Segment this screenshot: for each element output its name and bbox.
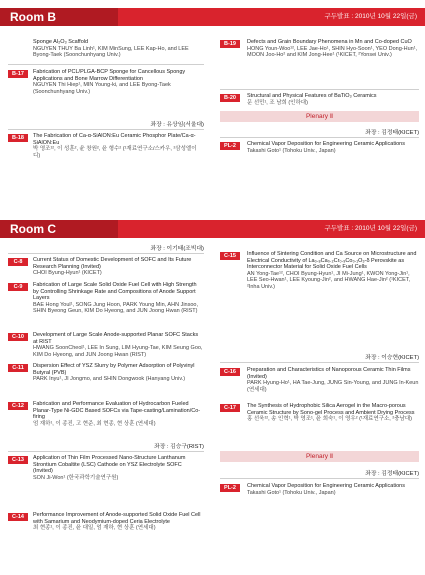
list-item	[247, 367, 419, 393]
entry-title: Performance Improvement of Anode-supported Solid Oxide Fuel Cell with Samarium and Neodymium-doped Ceria Electrolyte	[33, 512, 201, 525]
room-c-title: Room C	[10, 222, 56, 236]
entry-authors: SON Ji-Won¹ (한국과학기술연구원)	[33, 474, 119, 481]
list-item	[33, 39, 203, 59]
entry-authors: Takashi Goto¹ (Tohoku Univ., Japan)	[247, 147, 336, 154]
session-code: C-17	[220, 404, 240, 412]
divider	[8, 64, 204, 65]
chair-label: 좌장 : 이승현(KICET)	[365, 355, 419, 361]
list-item	[247, 93, 419, 106]
divider	[8, 253, 204, 254]
entry-authors: AN Yong-Tae¹², CHOI Byung-Hyun¹, JI Mi-Jung¹, KWON Yong-Jin¹, LEE Seo-Hwan¹, LEE Kyoung-Jin², and HWANG Hae-Jin² (¹KICET, ²Inha Univ.)	[247, 270, 411, 290]
entry-authors: 박 영조¹², 이 성훈², 윤 창원², 윤 형수² (¹재료연구소/스카우, ²삼성엘이디)	[33, 146, 197, 159]
entry-authors: BAE Hong Youl¹, SONG Jung Hoon, PARK Young Min, AHN Jinsoo, SHIN Byeong Geun, KIM Do Hyeong, and JUN Joong Hwan (RIST)	[33, 301, 198, 315]
divider	[8, 129, 204, 130]
entry-title: Fabrication and Performance Evaluation of Hydrocarbon Fueled Planar-Type Ni-GDC Based SOFCs via Tape-casting/Lamination/Co-firing	[33, 401, 201, 421]
list-item	[247, 483, 419, 496]
entry-title: Sponge Al₂O₃ Scaffold	[33, 39, 89, 45]
divider	[220, 478, 419, 479]
list-item	[33, 401, 203, 427]
session-code: C-12	[8, 402, 28, 410]
list-item	[247, 39, 419, 59]
entry-authors: 엄 재하¹, 이 종진, 고 현준, 최 현종, 현 상훈 (연세대)	[33, 420, 156, 427]
session-code: PL-2	[220, 142, 240, 150]
entry-title: Fabrication of Large Scale Solid Oxide Fuel Cell with High Strength by Controlling Shrinkage Rate and Compositions of Anode Support Layers	[33, 282, 197, 302]
entry-title: Fabrication of PCL/PLGA-BCP Sponge for Cancellous Spongy Applications and Bone Marrow Differentiation	[33, 69, 186, 82]
chair-label: 좌장 : 김승구(RIST)	[154, 444, 204, 450]
entry-title: Chemical Vapor Deposition for Engineering Ceramic Applications	[247, 483, 405, 489]
chair-label: 좌장 : 김정태(KICET)	[365, 471, 419, 477]
session-code: B-19	[220, 40, 240, 48]
plenary-label: Plenary Ⅱ	[220, 111, 419, 122]
session-code: C-11	[8, 364, 28, 372]
divider	[220, 137, 419, 138]
entry-authors: 홍 선욱¹², 송 인혁¹, 박 영조¹, 윤 희숙¹, 이 영우² (¹재료연구소, ²충남대)	[247, 416, 412, 423]
session-code: B-20	[220, 94, 240, 102]
entry-title: Dispersion Effect of YSZ Slurry by Polymer Adsorption of Polyvinyl Butyral (PVB)	[33, 363, 195, 376]
session-code: B-18	[8, 134, 28, 142]
session-code: C-15	[220, 252, 240, 260]
entry-authors: 최 현종¹, 이 종진, 윤 대일, 엄 재하, 현 상훈 (연세대)	[33, 525, 156, 532]
entry-authors: Takashi Goto¹ (Tohoku Univ., Japan)	[247, 489, 336, 496]
room-b-title: Room B	[10, 10, 56, 24]
entry-authors: NGUYEN Thi Hiep¹, MIN Young-ki, and LEE Byong-Taek (Soonchunhyang Univ.)	[33, 82, 171, 95]
list-item	[33, 363, 203, 383]
entry-authors: PARK Inyu¹, JI Jongmo, and SHIN Dongwook (Hanyang Univ.)	[33, 376, 186, 383]
room-c-header	[0, 220, 425, 238]
session-code: C-14	[8, 513, 28, 521]
entry-title: Development of Large Scale Anode-supported Planar SOFC Stacks at RIST	[33, 332, 199, 345]
list-item	[33, 332, 203, 358]
chair-label: 좌장 : 이기태(조빅대)	[150, 246, 204, 252]
entry-authors: PARK Hyung-Ho¹, HA Tae-Jung, JUNG Sin-Young, and JUNG In-Keun (연세대)	[247, 380, 419, 393]
session-code: C-10	[8, 333, 28, 341]
room-b-date: 구두발표 : 2010년 10월 22일(금)	[324, 13, 417, 20]
list-item	[33, 512, 203, 532]
list-item	[247, 251, 419, 291]
list-item	[33, 282, 203, 315]
plenary-label: Plenary Ⅱ	[220, 451, 419, 462]
divider	[8, 451, 204, 452]
session-code: PL-2	[220, 484, 240, 492]
entry-authors: HWANG SoonCheol¹, LEE In Sung, LIM Hyung-Tae, KIM Seung Goo, KIM Do Hyeong, and JUN Joong Hwan (RIST)	[33, 345, 203, 358]
session-code: C-9	[8, 283, 28, 291]
entry-title: Application of Thin Film Processed Nano-Structure Lanthanum Strontium Cobaltite (LSC) Cathode on YSZ Electrolyte SOFC (Invited)	[33, 455, 186, 475]
session-code: C-8	[8, 258, 28, 266]
chair-label: 좌장 : 유상임(서울대)	[150, 122, 204, 128]
entry-authors: NGUYEN THUY Ba Linh¹, KIM MinSung, LEE Kap-Ho, and LEE Byong-Taek (Soonchunhyang Univ.)	[33, 45, 189, 59]
list-item	[247, 141, 419, 154]
entry-title: Structural and Physical Features of BaTiO₃ Ceramics	[247, 93, 377, 99]
list-item	[33, 133, 203, 159]
divider	[220, 362, 419, 363]
session-code: C-13	[8, 456, 28, 464]
entry-title: Chemical Vapor Deposition for Engineering Ceramic Applications	[247, 141, 405, 147]
entry-authors: 문 선민¹, 조 남희 (인하대)	[247, 99, 308, 106]
list-item	[247, 403, 419, 423]
entry-title: Influence of Sintering Condition and Ca Source on Microstructure and Electrical Conductivity of La₀.₈Ca₀.₂Cr₀.₉Co₀.₁O₃-δ Perovskite as Interconnector Material for Solid Oxide Fuel Cells	[247, 251, 417, 271]
entry-title: Current Status of Domestic Development of SOFC and Its Future Research Planning (Invited)	[33, 257, 192, 270]
list-item	[33, 455, 203, 481]
entry-authors: HONG Youn-Woo¹², LEE Jae-Ho¹, SHIN Hyo-Soon¹, YEO Dong-Hun¹, MOON Joo-Ho² and KIM Jong-Hee¹ (¹KICET, ²Yonsei Univ.)	[247, 45, 418, 59]
room-c-date: 구두발표 : 2010년 10월 22일(금)	[324, 225, 417, 232]
session-code: B-17	[8, 70, 28, 78]
list-item	[33, 257, 203, 277]
entry-title: The Fabrication of Ca-α-SiAlON:Eu Ceramic Phosphor Plate/Ca-α-SiAlON:Eu	[33, 133, 196, 146]
session-code: C-16	[220, 368, 240, 376]
list-item	[33, 69, 203, 95]
entry-title: Defects and Grain Boundary Phenomena in Mn and Co-doped CuO	[247, 39, 412, 45]
entry-title: Preparation and Characteristics of Nanoporous Ceramic Thin Films (Invited)	[247, 367, 411, 380]
entry-authors: CHOI Byung-Hyun¹ (KICET)	[33, 270, 102, 277]
room-b-header	[0, 8, 425, 26]
divider	[220, 89, 419, 90]
chair-label: 좌장 : 김정태(KICET)	[365, 130, 419, 136]
entry-title: The Synthesis of Hydrophobic Silica Aerogel in the Macro-porous Ceramic Structure by Sono-gel Process and Ambient Drying Process	[247, 403, 415, 416]
